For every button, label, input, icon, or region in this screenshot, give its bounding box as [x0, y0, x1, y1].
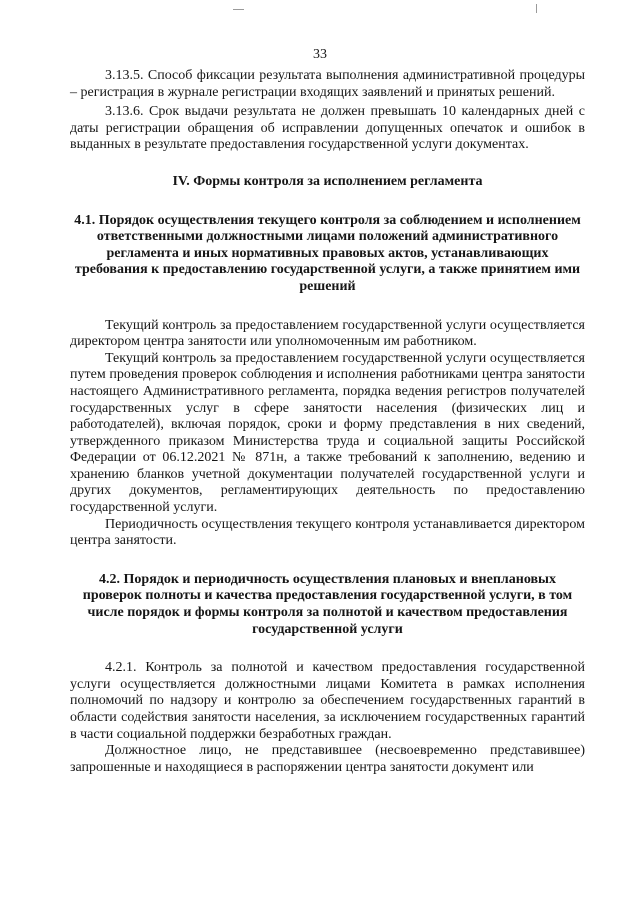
subsection-heading-4-2: 4.2. Порядок и периодичность осуществления плановых и внеплановых проверок полноты и качества предоставления государственной услуги, в том числе порядок и формы контроля за полнотой и качеством предоставления государственной услуги [82, 571, 573, 637]
section-heading-iv: IV. Формы контроля за исполнением регламента [172, 173, 483, 189]
paragraph-3-13-6: 3.13.6. Срок выдачи результата не должен превышать 10 календарных дней с даты регистрации обращения об исправлении допущенных опечаток и ошибок в выданных в результате предоставления государственной услуги документах. [70, 104, 585, 153]
paragraph: Текущий контроль за предоставлением государственной услуги осуществляется директором центра занятости или уполномоченным им работником. [70, 317, 585, 350]
paragraph-4-2-1: 4.2.1. Контроль за полнотой и качеством предоставления государственной услуги осуществляется должностными лицами Комитета в рамках исполнения полномочий по надзору и контролю за обеспечением государственных гарантий в области содействия занятости населения, за исключением государственных гарантий в части социальной поддержки безработных граждан. [70, 660, 585, 742]
paragraph-3-13-5: 3.13.5. Способ фиксации результата выполнения административной процедуры – регистрация в журнале регистрации входящих заявлений и принятых решений. [70, 68, 585, 100]
scan-artifact [233, 9, 244, 10]
paragraph: Текущий контроль за предоставлением государственной услуги осуществляется путем проведения проверок соблюдения и исполнения работниками центра занятости настоящего Административного регламента, порядка ведения регистров получателей государственных услуг в сфере занятости населения (физических лиц и работодателей), включая порядок, сроки и форму представления в них сведений, утвержденного приказом Министерства труда и социальной защиты Российской Федерации от 06.12.2021 № 871н, а также требований к заполнению, ведению и хранению бланков учетной документации получателей государственной услуги и других документов, регламентирующих деятельность по предоставлению государственной услуги. [70, 350, 585, 516]
scan-artifact [536, 4, 537, 13]
subsection-heading-4-1: 4.1. Порядок осуществления текущего контроля за соблюдением и исполнением ответственными должностными лицами положений административного регламента и иных нормативных правовых актов, устанавливающих требования к предоставлению государственной услуги, а также принятием ими решений [74, 212, 581, 294]
paragraph: Периодичность осуществления текущего контроля устанавливается директором центра занятости. [70, 516, 585, 549]
paragraph: Должностное лицо, не представившее (несвоевременно представившее) запрошенные и находящиеся в распоряжении центра занятости документ или [70, 743, 585, 775]
document-body [70, 68, 585, 776]
page-number: 33 [313, 47, 327, 62]
